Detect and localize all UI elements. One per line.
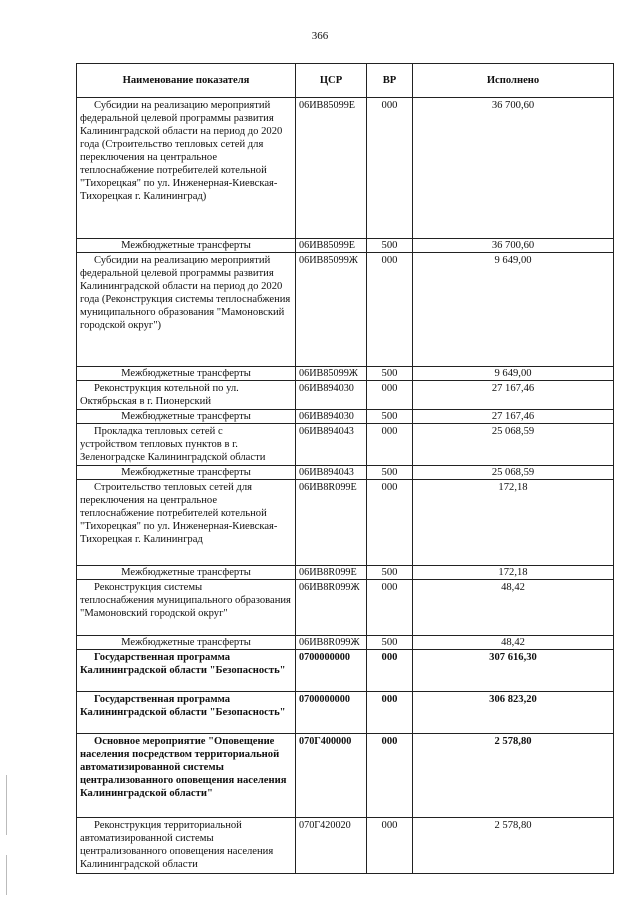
table-row — [77, 734, 614, 818]
row-csr: 070Г400000 — [296, 734, 367, 818]
row-vr: 000 — [367, 424, 413, 466]
row-vr: 000 — [367, 734, 413, 818]
header-csr: ЦСР — [296, 64, 367, 98]
page-number: 366 — [311, 30, 329, 42]
row-name: Строительство тепловых сетей для переключения на центральное теплоснабжение потребителей котельной "Тихорецкая" по ул. Инженерная-Киевская-Тихорецкая г. Калининград — [77, 480, 296, 566]
row-name: Межбюджетные трансферты — [77, 566, 296, 580]
table-row — [77, 692, 614, 734]
table-row — [77, 818, 614, 874]
table-row — [77, 253, 614, 367]
table-row — [77, 636, 614, 650]
row-executed: 306 823,20 — [413, 692, 614, 734]
row-vr: 000 — [367, 98, 413, 239]
row-executed: 9 649,00 — [413, 253, 614, 367]
row-executed: 2 578,80 — [413, 818, 614, 874]
header-executed: Исполнено — [413, 64, 614, 98]
row-vr: 500 — [367, 566, 413, 580]
budget-execution-table — [76, 63, 614, 874]
header-name: Наименование показателя — [77, 64, 296, 98]
row-name: Реконструкция котельной по ул. Октябрьская в г. Пионерский — [77, 381, 296, 410]
table-row — [77, 367, 614, 381]
row-csr: 06ИВ8R099Ж — [296, 636, 367, 650]
row-name: Прокладка тепловых сетей с устройством тепловых пунктов в г. Зеленоградске Калининградской области — [77, 424, 296, 466]
table-row — [77, 239, 614, 253]
table-row — [77, 381, 614, 410]
row-executed: 307 616,30 — [413, 650, 614, 692]
row-name: Межбюджетные трансферты — [77, 636, 296, 650]
table-row — [77, 466, 614, 480]
row-csr: 06ИВ8R099Е — [296, 480, 367, 566]
row-vr: 500 — [367, 466, 413, 480]
row-name: Государственная программа Калининградской области "Безопасность" — [77, 692, 296, 734]
row-vr: 500 — [367, 239, 413, 253]
table-row — [77, 580, 614, 636]
row-executed: 27 167,46 — [413, 381, 614, 410]
row-executed: 2 578,80 — [413, 734, 614, 818]
row-name: Субсидии на реализацию мероприятий федеральной целевой программы развития Калининградской области на период до 2020 года (Реконструкция системы теплоснабжения муниципального образования "Мамоновский городской округ") — [77, 253, 296, 367]
row-vr: 000 — [367, 692, 413, 734]
row-name: Межбюджетные трансферты — [77, 410, 296, 424]
row-name: Государственная программа Калининградской области "Безопасность" — [77, 650, 296, 692]
row-vr: 000 — [367, 480, 413, 566]
row-vr: 000 — [367, 580, 413, 636]
row-csr: 06ИВ894043 — [296, 424, 367, 466]
row-csr: 06ИВ85099Е — [296, 98, 367, 239]
table-header-row — [77, 64, 614, 98]
row-name: Субсидии на реализацию мероприятий федеральной целевой программы развития Калининградской области на период до 2020 года (Строительство тепловых сетей для переключения на центральное теплоснабжение потребителей котельной "Тихорецкая" по ул. Инженерная-Киевская-Тихорецкая г. Калининград) — [77, 98, 296, 239]
scan-margin-mark — [6, 775, 7, 835]
row-executed: 172,18 — [413, 480, 614, 566]
scan-margin-mark — [6, 855, 7, 895]
table-row — [77, 650, 614, 692]
row-csr: 06ИВ8R099Е — [296, 566, 367, 580]
row-vr: 500 — [367, 367, 413, 381]
row-vr: 000 — [367, 818, 413, 874]
header-vr: ВР — [367, 64, 413, 98]
row-vr: 500 — [367, 636, 413, 650]
row-executed: 27 167,46 — [413, 410, 614, 424]
row-executed: 25 068,59 — [413, 424, 614, 466]
row-csr: 0700000000 — [296, 650, 367, 692]
row-csr: 06ИВ85099Е — [296, 239, 367, 253]
row-vr: 000 — [367, 253, 413, 367]
row-executed: 25 068,59 — [413, 466, 614, 480]
row-name: Реконструкция системы теплоснабжения муниципального образования "Мамоновский городской округ" — [77, 580, 296, 636]
row-vr: 000 — [367, 381, 413, 410]
row-csr: 070Г420020 — [296, 818, 367, 874]
table-row — [77, 410, 614, 424]
table-row — [77, 480, 614, 566]
row-name: Межбюджетные трансферты — [77, 466, 296, 480]
row-name: Реконструкция территориальной автоматизированной системы централизованного оповещения населения Калининградской области — [77, 818, 296, 874]
row-name: Межбюджетные трансферты — [77, 239, 296, 253]
row-executed: 36 700,60 — [413, 239, 614, 253]
row-csr: 06ИВ894030 — [296, 381, 367, 410]
row-vr: 000 — [367, 650, 413, 692]
row-executed: 48,42 — [413, 580, 614, 636]
row-name: Основное мероприятие "Оповещение населения посредством территориальной автоматизированной системы централизованного оповещения населения Калининградской области" — [77, 734, 296, 818]
row-csr: 06ИВ894030 — [296, 410, 367, 424]
table-row — [77, 98, 614, 239]
row-name: Межбюджетные трансферты — [77, 367, 296, 381]
row-executed: 48,42 — [413, 636, 614, 650]
row-executed: 172,18 — [413, 566, 614, 580]
row-csr: 06ИВ85099Ж — [296, 253, 367, 367]
row-executed: 9 649,00 — [413, 367, 614, 381]
row-csr: 06ИВ8R099Ж — [296, 580, 367, 636]
table-row — [77, 424, 614, 466]
row-executed: 36 700,60 — [413, 98, 614, 239]
row-csr: 0700000000 — [296, 692, 367, 734]
row-csr: 06ИВ85099Ж — [296, 367, 367, 381]
row-csr: 06ИВ894043 — [296, 466, 367, 480]
table-row — [77, 566, 614, 580]
row-vr: 500 — [367, 410, 413, 424]
